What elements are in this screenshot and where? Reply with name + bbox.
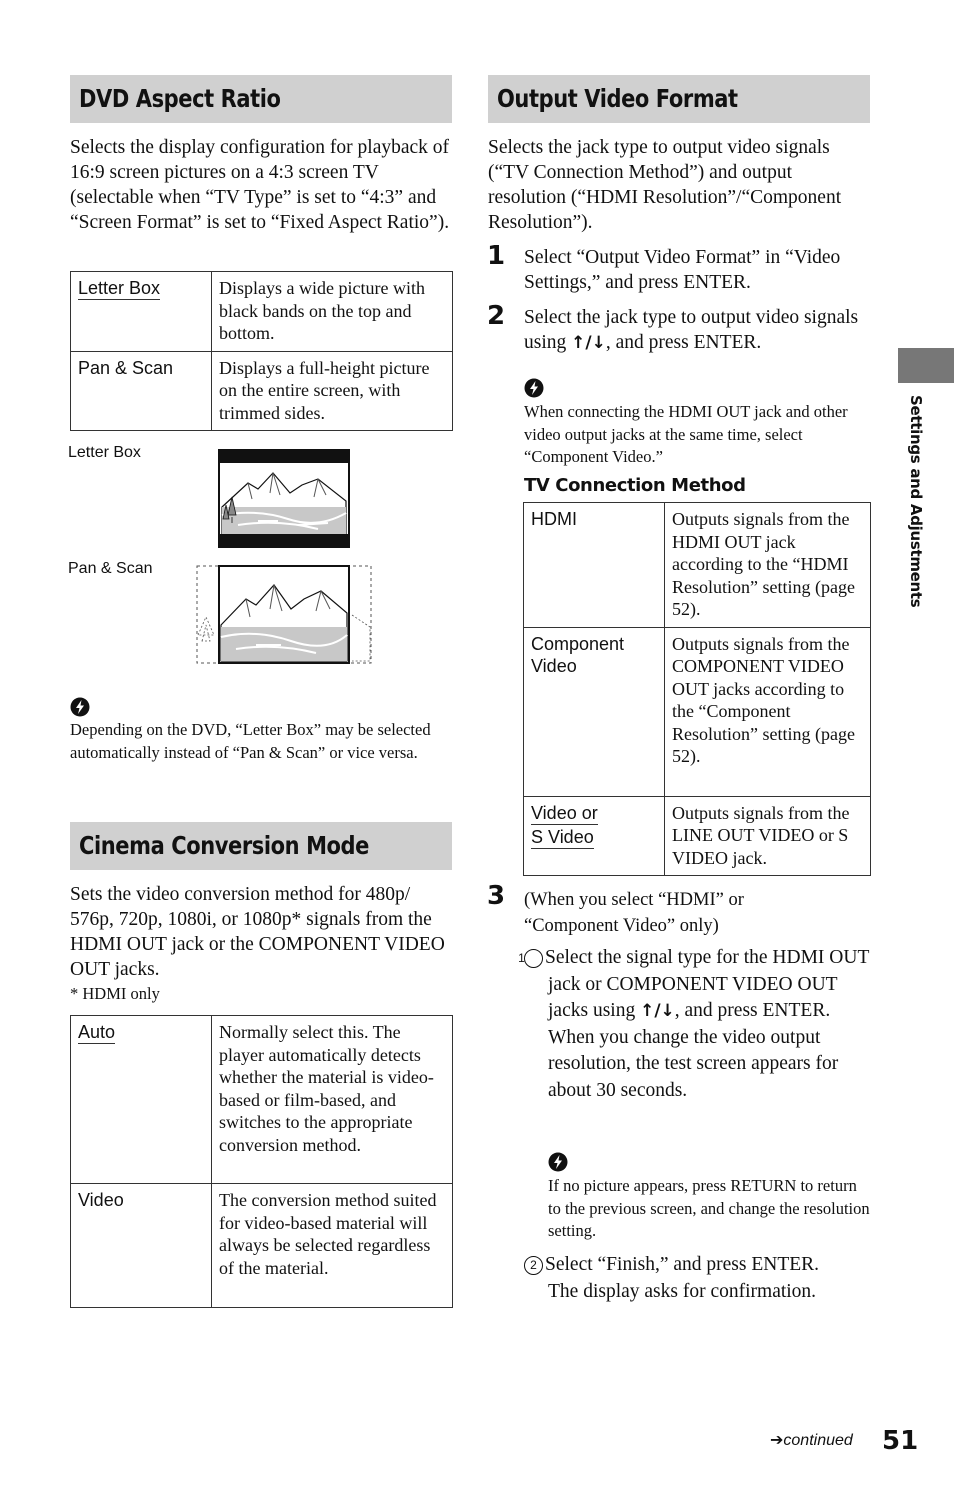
output-video-hint-1: When connecting the HDMI OUT jack and other video output jacks at the same time, select “Component Video.” bbox=[524, 402, 848, 466]
option-key: Pan & Scan bbox=[71, 351, 212, 431]
section-title: DVD Aspect Ratio bbox=[79, 84, 281, 113]
continued-indicator bbox=[770, 1430, 853, 1450]
section-header-dvd-aspect-ratio bbox=[70, 75, 452, 123]
tv-connection-table bbox=[523, 502, 871, 876]
step-2-text-b: , and press ENTER. bbox=[605, 332, 762, 353]
section-header-cinema-conversion bbox=[70, 822, 452, 870]
step-number: 2 bbox=[487, 301, 506, 331]
option-desc: The conversion method suited for video-based material will always be selected regardless of the material. bbox=[212, 1184, 453, 1308]
substep-2-text-b: The display asks for confirmation. bbox=[548, 1281, 817, 1302]
page-number: 51 bbox=[882, 1426, 919, 1456]
option-key-line-1: Component bbox=[531, 633, 625, 654]
section-title: Cinema Conversion Mode bbox=[79, 831, 369, 860]
continued-text: continued bbox=[783, 1432, 853, 1449]
table-row bbox=[524, 627, 871, 796]
step-number: 1 bbox=[487, 241, 506, 271]
cinema-footnote: * HDMI only bbox=[70, 984, 160, 1003]
option-key: Video bbox=[71, 1184, 212, 1308]
option-desc: Displays a wide picture with black bands on the top and bottom. bbox=[212, 272, 453, 352]
option-key: Letter Box bbox=[78, 278, 161, 298]
cinema-intro: Sets the video conversion method for 480p/ 576p, 720p, 1080i, or 1080p* signals from the HDMI OUT jack or the COMPONENT VIDEO OUT jacks. bbox=[70, 884, 445, 980]
hint-icon bbox=[548, 1152, 568, 1172]
step-3-text: (When you select “HDMI” or “Component Video” only) bbox=[524, 890, 744, 936]
substep-number: 1 bbox=[524, 949, 543, 968]
table-row bbox=[71, 351, 453, 431]
option-desc: Outputs signals from the HDMI OUT jack according to the “HDMI Resolution” setting (page 52). bbox=[665, 503, 871, 628]
section-title: Output Video Format bbox=[497, 84, 738, 113]
hint-icon bbox=[70, 697, 90, 717]
output-video-hint-2: If no picture appears, press RETURN to return to the previous screen, and change the resolution setting. bbox=[548, 1176, 870, 1240]
dvd-aspect-hint: Depending on the DVD, “Letter Box” may be selected automatically instead of “Pan & Scan” or vice versa. bbox=[70, 720, 431, 762]
table-row bbox=[524, 503, 871, 628]
table-row bbox=[71, 1016, 453, 1184]
substep-2 bbox=[524, 1251, 872, 1305]
substep-2-text-a: Select “Finish,” and press ENTER. bbox=[545, 1254, 820, 1275]
hint-icon bbox=[524, 378, 544, 398]
substep-1 bbox=[518, 945, 872, 1104]
step-2-text bbox=[524, 305, 874, 356]
option-desc: Normally select this. The player automatically detects whether the material is video-based or film-based, and switches to the appropriate conversion method. bbox=[212, 1016, 453, 1184]
step-1-text: Select “Output Video Format” in “Video Settings,” and press ENTER. bbox=[524, 247, 841, 293]
step-number: 3 bbox=[487, 881, 506, 911]
option-key-line-2: S Video bbox=[531, 826, 594, 847]
option-desc: Outputs signals from the LINE OUT VIDEO or S VIDEO jack. bbox=[665, 796, 871, 876]
option-key: Auto bbox=[78, 1022, 116, 1042]
table-row bbox=[71, 272, 453, 352]
up-down-arrows-icon: ↑/↓ bbox=[640, 1001, 675, 1021]
side-tab-label: Settings and Adjustments bbox=[907, 395, 925, 608]
arrow-right-icon: ➔ bbox=[770, 1430, 784, 1449]
tv-connection-method-heading: TV Connection Method bbox=[524, 475, 746, 496]
option-desc: Displays a full-height picture on the entire screen, with trimmed sides. bbox=[212, 351, 453, 431]
option-desc: Outputs signals from the COMPONENT VIDEO OUT jacks according to the “Component Resolution” setting (page 52). bbox=[665, 627, 871, 796]
table-row bbox=[71, 1184, 453, 1308]
section-header-output-video-format bbox=[488, 75, 870, 123]
substep-1-text-a: Select the signal type for the HDMI OUT jack or COMPONENT VIDEO OUT jacks using bbox=[545, 947, 870, 1021]
option-key-line-2: Video bbox=[531, 655, 577, 676]
table-row bbox=[524, 796, 871, 876]
figure-label-panscan: Pan & Scan bbox=[68, 560, 153, 577]
cinema-options-table bbox=[70, 1015, 453, 1308]
up-down-arrows-icon: ↑/↓ bbox=[571, 333, 606, 353]
substep-number: 2 bbox=[524, 1256, 543, 1275]
option-key: HDMI bbox=[524, 503, 665, 628]
side-tab-marker bbox=[898, 348, 954, 383]
option-key-line-1: Video or bbox=[531, 802, 598, 823]
step-2-text-a: Select the jack type to output video signals using bbox=[524, 307, 859, 353]
output-video-intro: Selects the jack type to output video signals (“TV Connection Method”) and output resolution (“HDMI Resolution”/“Component Resolution”). bbox=[488, 137, 842, 233]
dvd-aspect-options-table bbox=[70, 271, 453, 431]
figure-label-letterbox: Letter Box bbox=[68, 444, 141, 461]
substep-1-text-c: When you change the video output resolution, the test screen appears for about 30 seconds. bbox=[548, 1026, 839, 1101]
dvd-aspect-intro: Selects the display configuration for playback of 16:9 screen pictures on a 4:3 screen TV (selectable when “TV Type” is set to “4:3” and “Screen Format” is set to “Fixed Aspect Ratio”). bbox=[70, 137, 450, 233]
panscan-illustration bbox=[196, 565, 372, 665]
substep-1-text-b: , and press ENTER. bbox=[674, 1000, 831, 1021]
letterbox-illustration bbox=[218, 449, 350, 548]
